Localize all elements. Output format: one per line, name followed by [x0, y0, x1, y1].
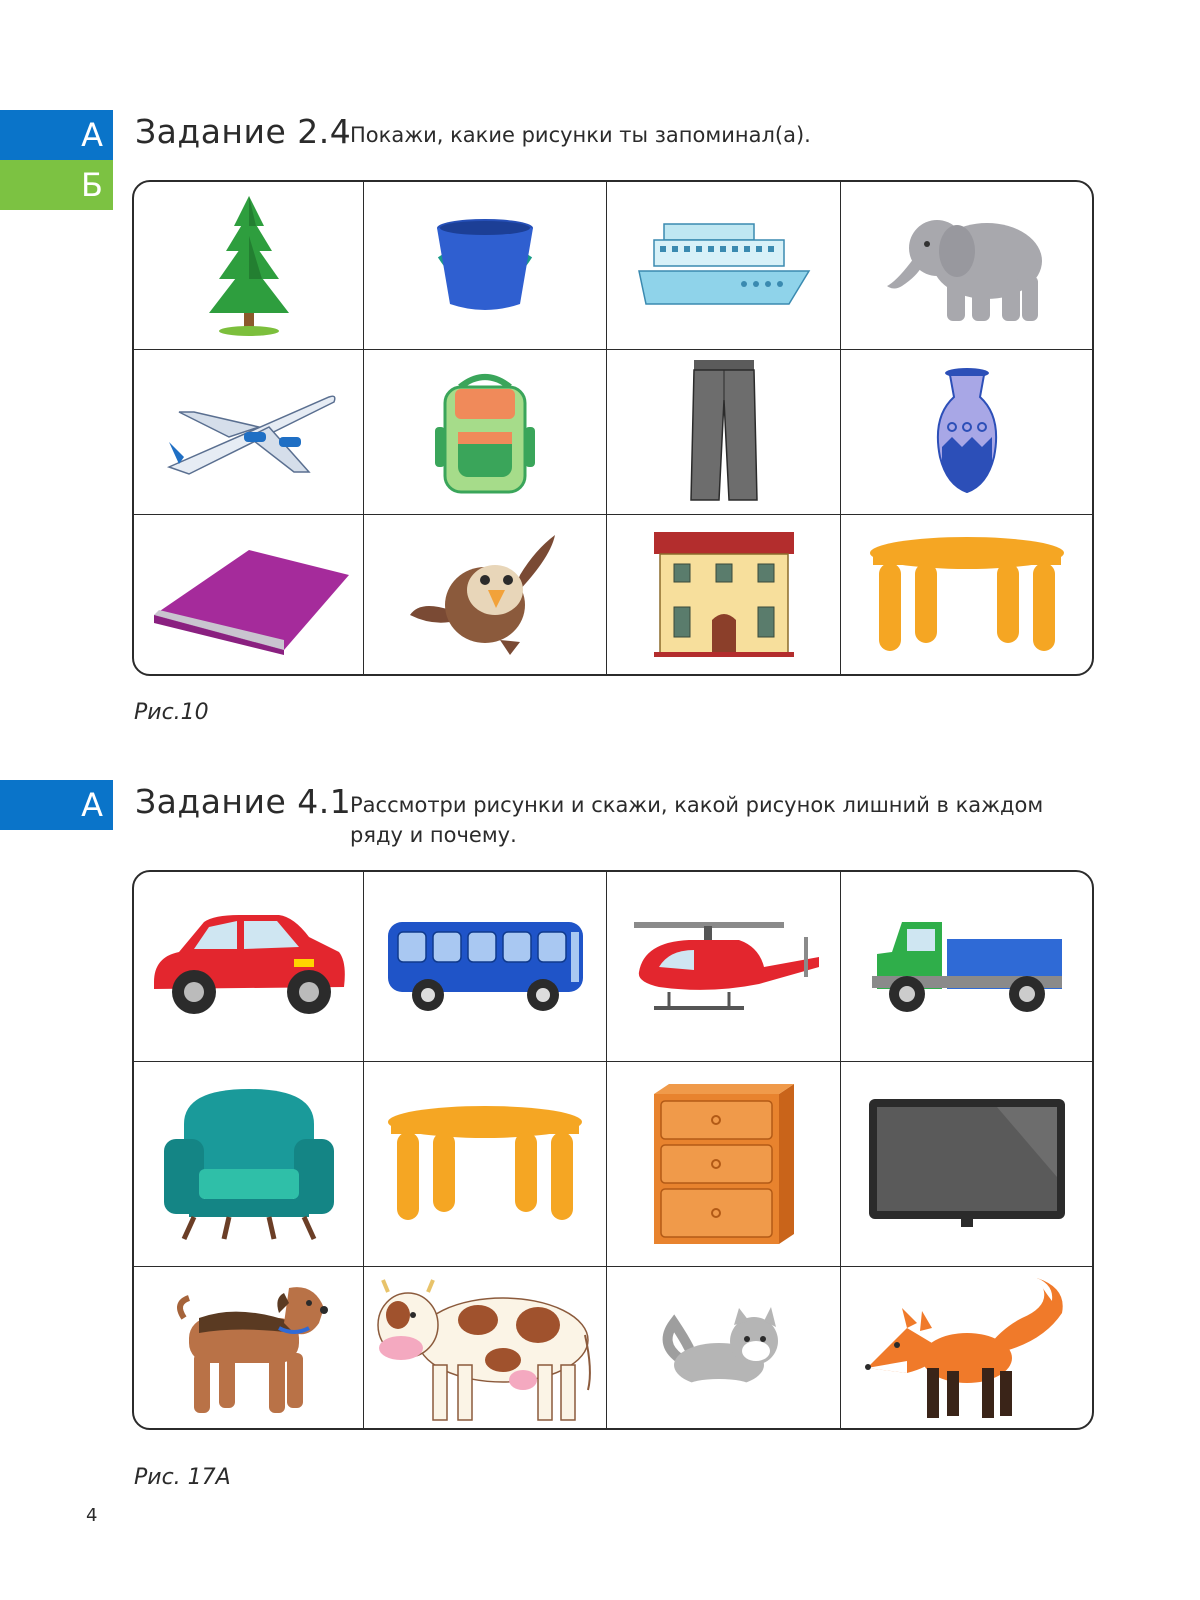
chest-of-drawers-icon [649, 1079, 799, 1249]
cat-icon [659, 1303, 789, 1393]
table-icon [385, 1104, 585, 1224]
tv-icon [867, 1097, 1067, 1232]
picture-cell[interactable] [364, 1062, 607, 1267]
picture-cell[interactable] [841, 350, 1092, 515]
figure-caption: Рис.10 [134, 700, 209, 725]
tab-a-level: А [0, 780, 113, 830]
bird-icon [410, 530, 560, 660]
picture-cell[interactable] [364, 872, 607, 1062]
picture-cell[interactable] [134, 1267, 364, 1428]
car-icon [149, 907, 349, 1027]
tab-a-level: А [0, 110, 113, 160]
picture-cell[interactable] [841, 1267, 1092, 1428]
picture-cell[interactable] [607, 515, 841, 674]
picture-grid-2 [132, 870, 1094, 1430]
picture-cell[interactable] [607, 1267, 841, 1428]
page-number: 4 [86, 1505, 98, 1526]
picture-cell[interactable] [841, 1062, 1092, 1267]
elephant-icon [882, 206, 1052, 326]
bus-icon [383, 917, 588, 1017]
task-title: Задание 2.4 [135, 112, 352, 151]
bucket-icon [430, 216, 540, 316]
picture-cell[interactable] [134, 515, 364, 674]
backpack-icon [430, 367, 540, 497]
picture-cell[interactable] [364, 182, 607, 350]
house-icon [654, 532, 794, 657]
vase-icon [932, 367, 1002, 497]
picture-cell[interactable] [364, 1267, 607, 1428]
truck-icon [867, 914, 1067, 1019]
helicopter-icon [619, 912, 829, 1022]
tree-icon [204, 191, 294, 341]
table-icon [867, 535, 1067, 655]
task-title: Задание 4.1 [135, 782, 352, 821]
fox-icon [862, 1273, 1072, 1423]
cow-icon [373, 1270, 598, 1425]
picture-cell[interactable] [607, 182, 841, 350]
armchair-icon [159, 1084, 339, 1244]
picture-cell[interactable] [607, 350, 841, 515]
picture-cell[interactable] [364, 515, 607, 674]
dog-icon [169, 1278, 329, 1418]
airplane-icon [159, 382, 339, 482]
picture-cell[interactable] [841, 872, 1092, 1062]
figure-caption: Рис. 17А [134, 1465, 231, 1490]
picture-cell[interactable] [607, 1062, 841, 1267]
picture-cell[interactable] [607, 872, 841, 1062]
trousers-icon [689, 360, 759, 505]
task-instruction: Покажи, какие рисунки ты запоминал(а). [350, 123, 811, 147]
book-icon [149, 535, 349, 655]
task-instruction: Рассмотри рисунки и скажи, какой рисунок лишний в каждом ряду и почему. [350, 793, 1044, 847]
picture-cell[interactable] [841, 515, 1092, 674]
picture-cell[interactable] [134, 1062, 364, 1267]
picture-cell[interactable] [134, 872, 364, 1062]
picture-cell[interactable] [841, 182, 1092, 350]
picture-cell[interactable] [134, 350, 364, 515]
picture-cell[interactable] [364, 350, 607, 515]
tab-b-level: Б [0, 160, 113, 210]
ship-icon [634, 216, 814, 316]
picture-grid-1 [132, 180, 1094, 676]
picture-cell[interactable] [134, 182, 364, 350]
